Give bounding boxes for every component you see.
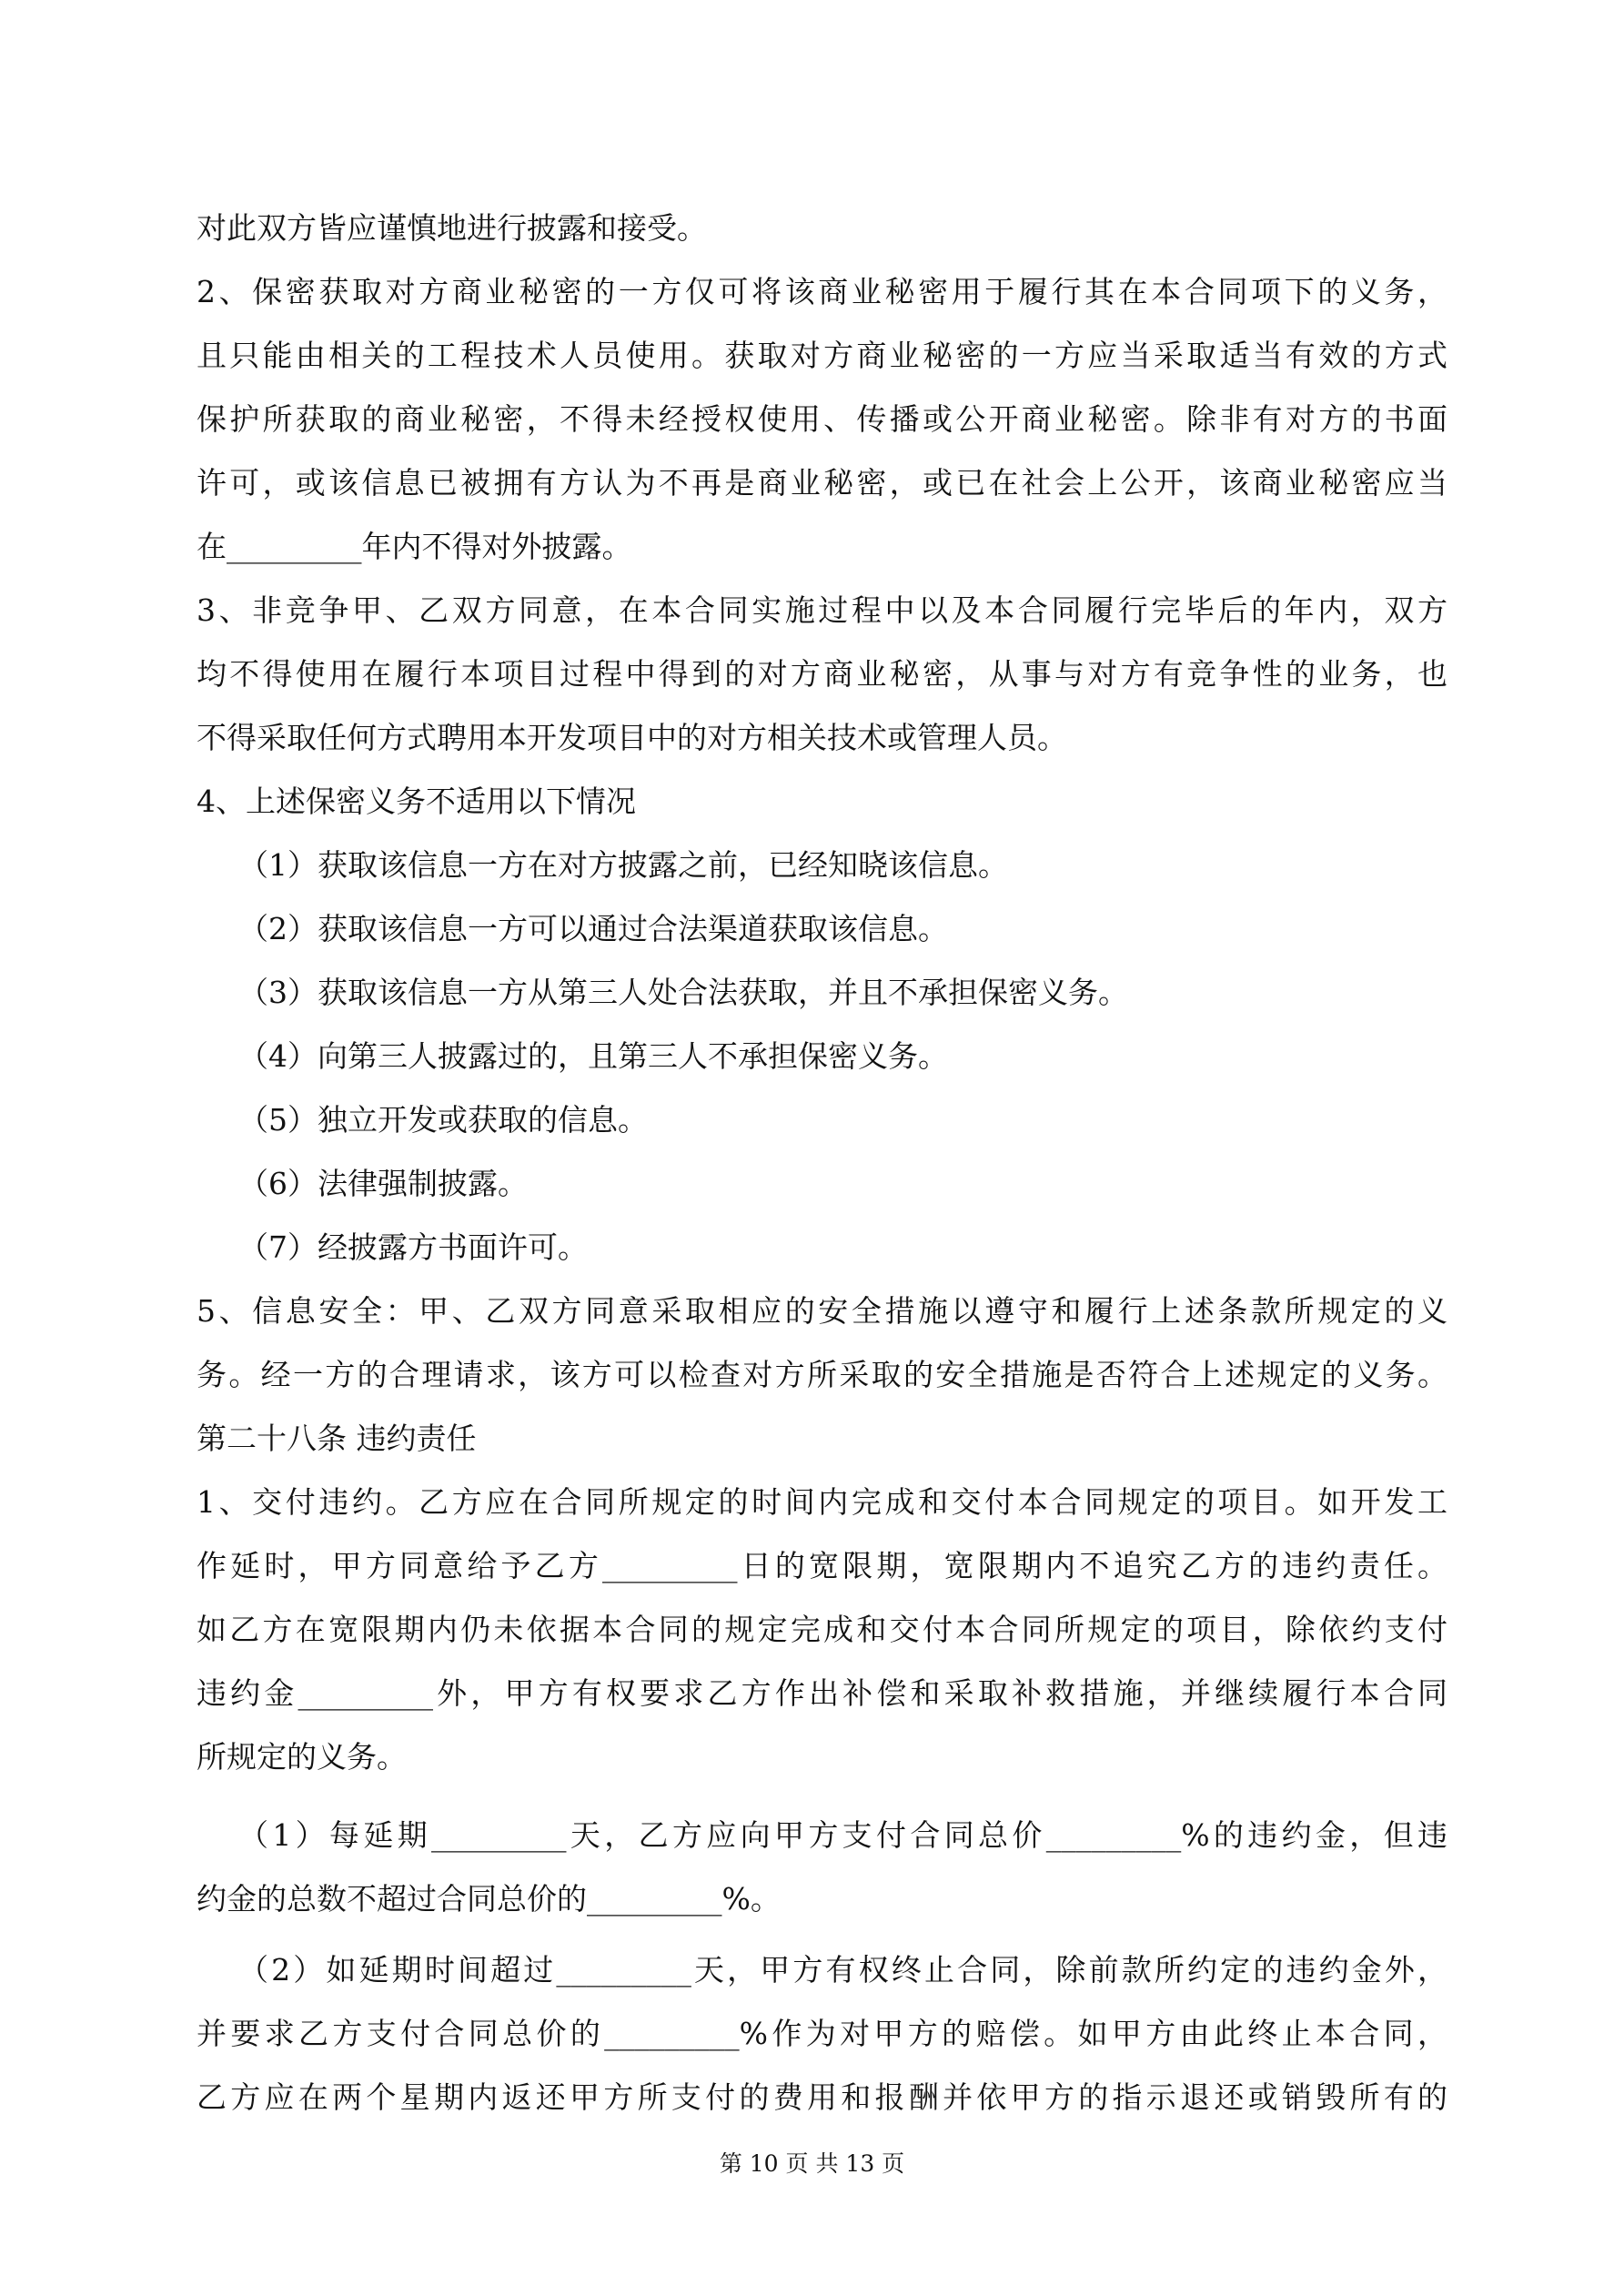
text-line: 并要求乙方支付合同总价的_________%作为对甲方的赔偿。如甲方由此终止本合同，	[197, 2016, 1447, 2051]
list-item: （7）经披露方书面许可。	[238, 1229, 588, 1265]
text-line: 4、上述保密义务不适用以下情况	[197, 784, 636, 819]
text-line: 且只能由相关的工程技术人员使用。获取对方商业秘密的一方应当采取适当有效的方式	[197, 338, 1447, 373]
text-line: 所规定的义务。	[197, 1739, 407, 1775]
text-line: 5、信息安全：甲、乙双方同意采取相应的安全措施以遵守和履行上述条款所规定的义	[197, 1293, 1447, 1329]
list-item: （1）获取该信息一方在对方披露之前，已经知晓该信息。	[238, 847, 1008, 883]
list-item: （5）独立开发或获取的信息。	[238, 1102, 648, 1138]
text-line: 约金的总数不超过合同总价的_________%。	[197, 1881, 781, 1917]
list-item: （4）向第三人披露过的，且第三人不承担保密义务。	[238, 1038, 948, 1074]
list-item: （1）每延期_________天，乙方应向甲方支付合同总价_________%的违约金，但违	[238, 1817, 1447, 1853]
text-line: 违约金_________外，甲方有权要求乙方作出补偿和采取补救措施，并继续履行本合同	[197, 1675, 1447, 1711]
text-line: 如乙方在宽限期内仍未依据本合同的规定完成和交付本合同所规定的项目，除依约支付	[197, 1612, 1447, 1647]
text-line: 不得采取任何方式聘用本开发项目中的对方相关技术或管理人员。	[197, 720, 1067, 755]
list-item: （2）获取该信息一方可以通过合法渠道获取该信息。	[238, 911, 948, 946]
text-line: 对此双方皆应谨慎地进行披露和接受。	[197, 210, 707, 246]
text-line: 在_________年内不得对外披露。	[197, 529, 632, 564]
text-line: 2、保密获取对方商业秘密的一方仅可将该商业秘密用于履行其在本合同项下的义务，	[197, 274, 1447, 309]
section-heading: 第二十八条 违约责任	[197, 1421, 477, 1456]
text-line: 均不得使用在履行本项目过程中得到的对方商业秘密，从事与对方有竞争性的业务，也	[197, 656, 1447, 692]
list-item: （3）获取该信息一方从第三人处合法获取，并且不承担保密义务。	[238, 975, 1128, 1010]
text-line: 3、非竞争甲、乙双方同意，在本合同实施过程中以及本合同履行完毕后的年内，双方	[197, 592, 1447, 628]
list-item: （6）法律强制披露。	[238, 1166, 528, 1201]
text-line: 作延时，甲方同意给予乙方_________日的宽限期，宽限期内不追究乙方的违约责任。	[197, 1548, 1447, 1583]
list-item: （2）如延期时间超过_________天，甲方有权终止合同，除前款所约定的违约金外，	[238, 1952, 1447, 1988]
text-line: 务。经一方的合理请求，该方可以检查对方所采取的安全措施是否符合上述规定的义务。	[197, 1357, 1447, 1392]
text-line: 乙方应在两个星期内返还甲方所支付的费用和报酬并依甲方的指示退还或销毁所有的	[197, 2079, 1447, 2115]
text-line: 许可，或该信息已被拥有方认为不再是商业秘密，或已在社会上公开，该商业秘密应当	[197, 465, 1447, 501]
page-number-footer: 第 10 页 共 13 页	[719, 2150, 905, 2177]
text-line: 保护所获取的商业秘密，不得未经授权使用、传播或公开商业秘密。除非有对方的书面	[197, 401, 1447, 437]
text-line: 1、交付违约。乙方应在合同所规定的时间内完成和交付本合同规定的项目。如开发工	[197, 1484, 1447, 1520]
